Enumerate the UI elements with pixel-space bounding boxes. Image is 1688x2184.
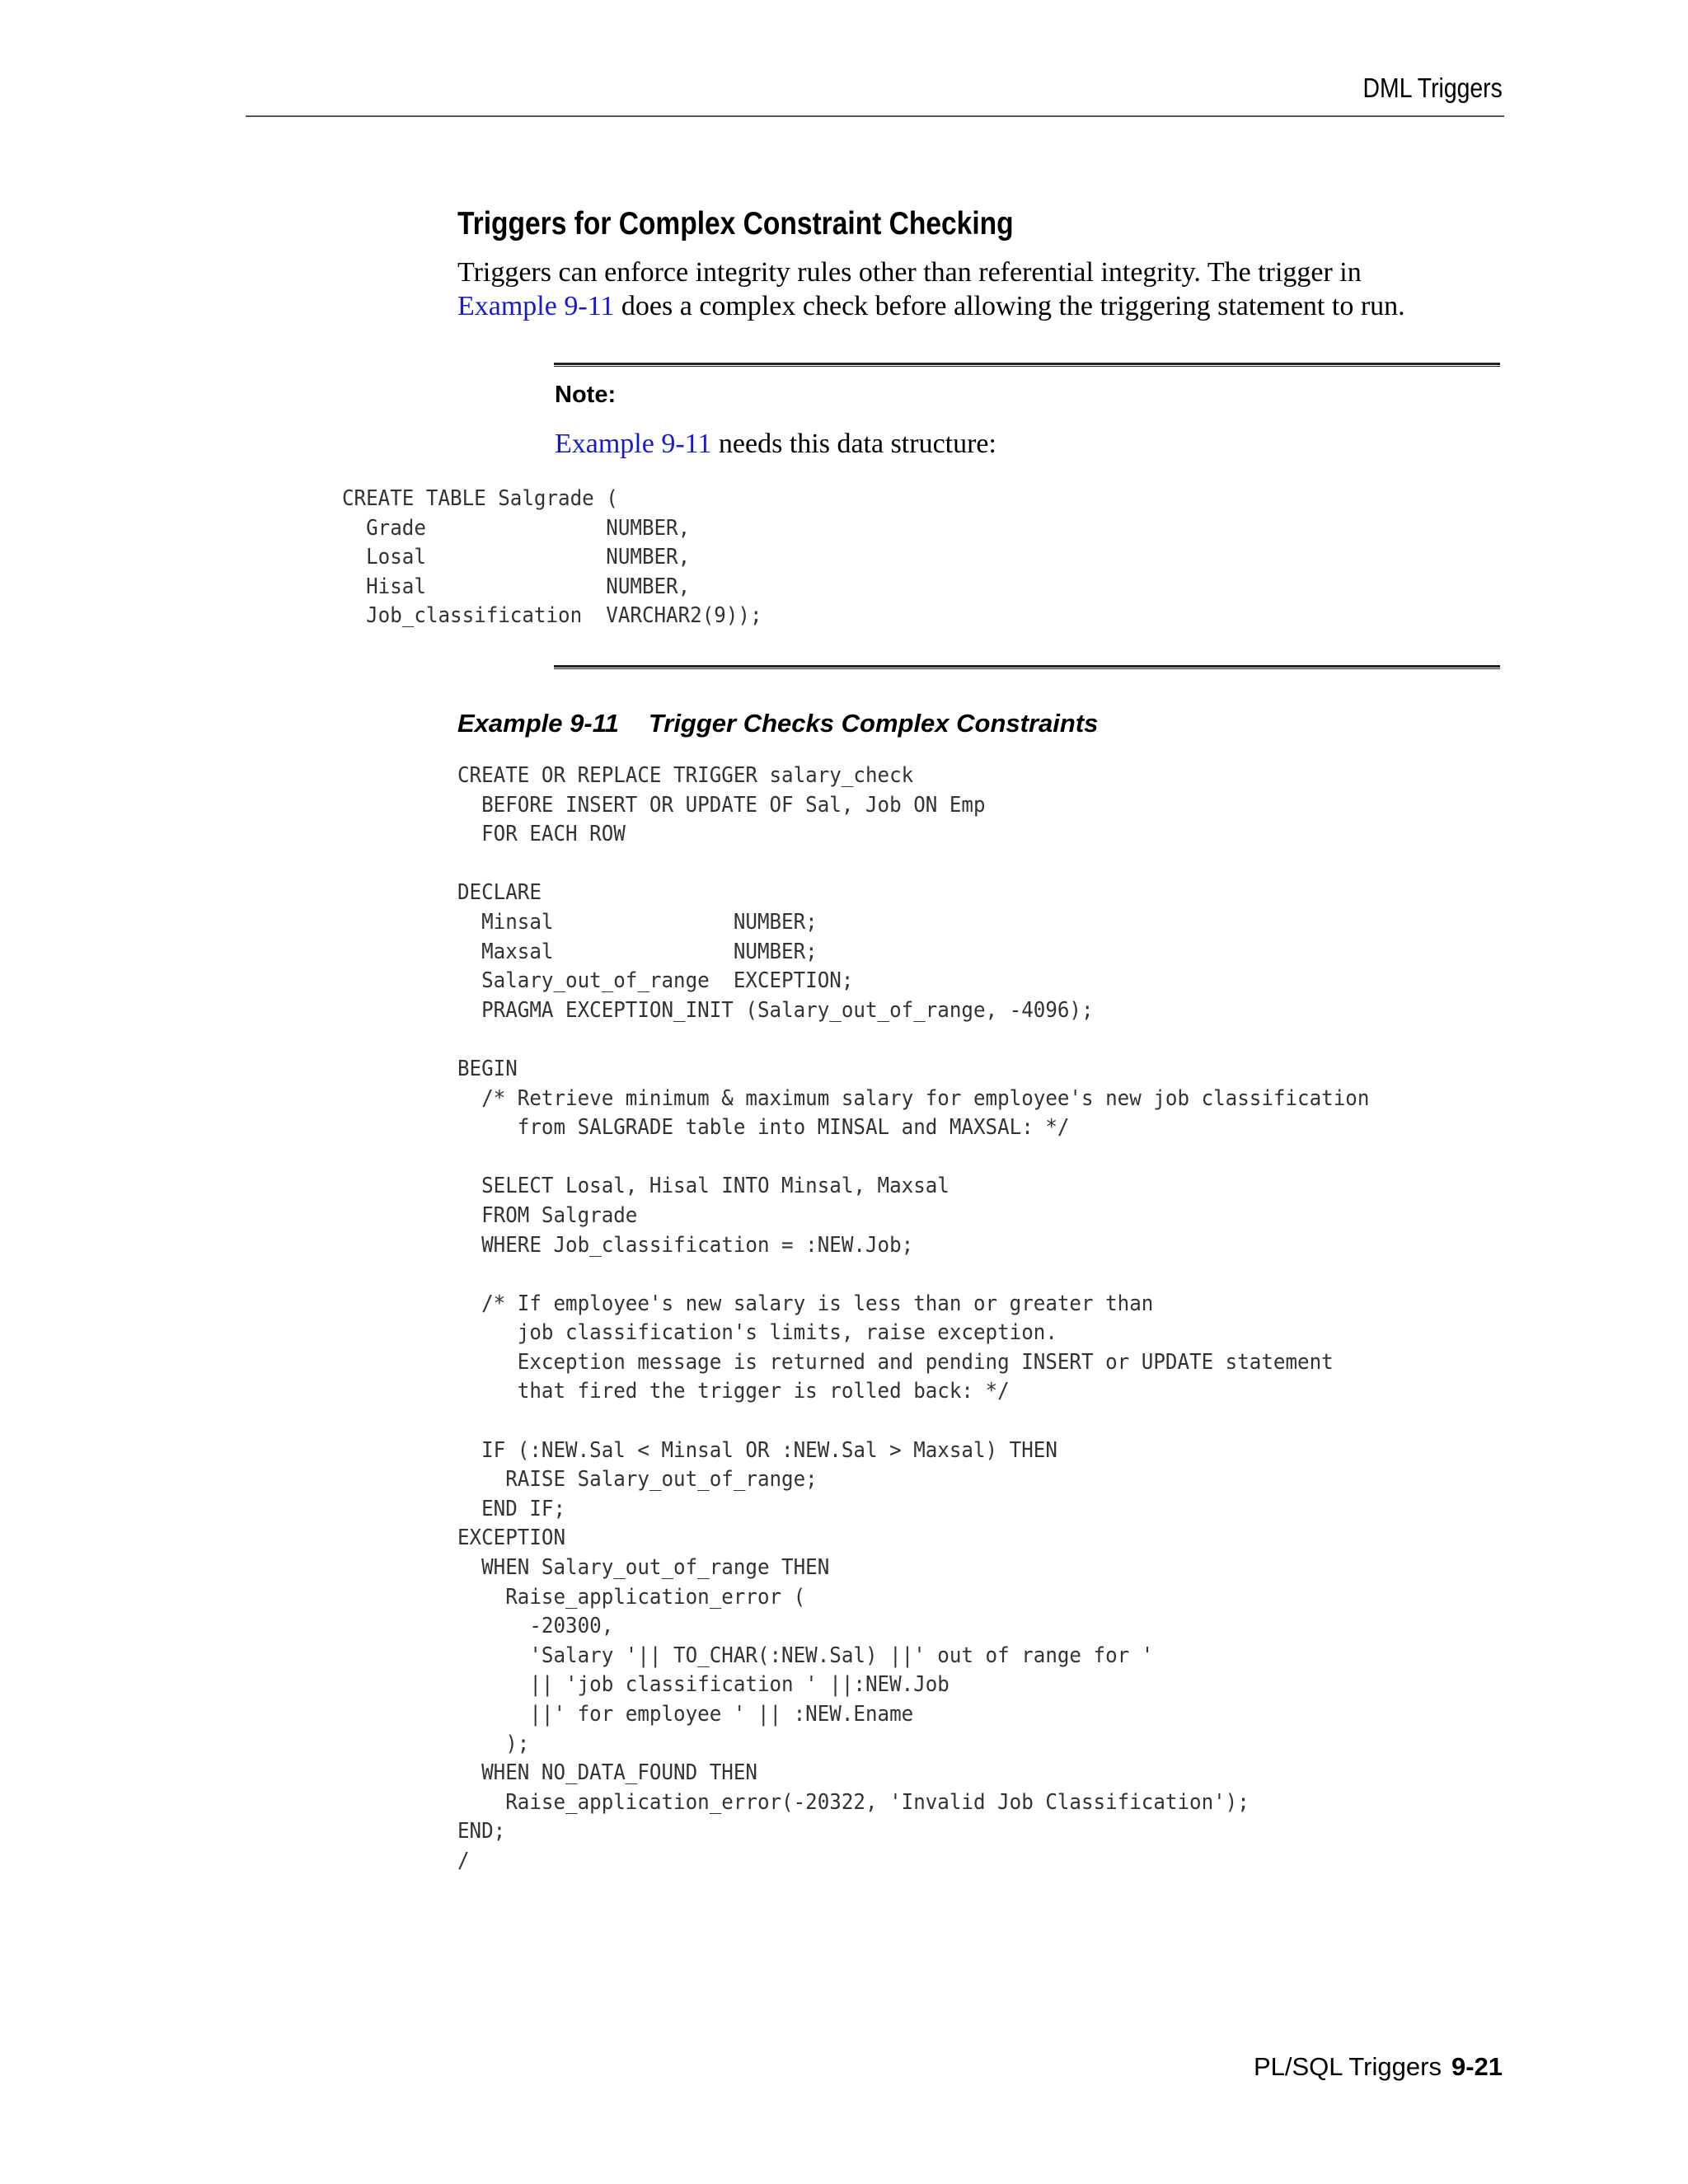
note-example-link[interactable]: Example 9-11 <box>555 429 712 459</box>
note-text <box>555 429 996 460</box>
example-caption <box>457 709 1098 738</box>
example-code-line <box>457 1025 1369 1055</box>
running-footer <box>1254 2052 1503 2082</box>
example-code-line <box>457 1260 1369 1290</box>
example-code-line: from SALGRADE table into MINSAL and MAXSAL: */ <box>457 1115 1070 1141</box>
example-code-block <box>457 762 1369 1877</box>
note-code-line: Losal NUMBER, <box>342 545 691 570</box>
note-label: Note: <box>555 382 617 408</box>
example-code-line: Exception message is returned and pending INSERT or UPDATE statement <box>457 1349 1334 1375</box>
example-code-line: || 'job classification ' ||:NEW.Job <box>457 1672 950 1698</box>
example-code-line: END; <box>457 1819 506 1844</box>
note-code-block <box>342 485 762 631</box>
example-code-line: ); <box>457 1731 530 1756</box>
example-9-11-link[interactable]: Example 9-11 <box>457 291 615 321</box>
example-code-line: PRAGMA EXCEPTION_INIT (Salary_out_of_range, -4096); <box>457 997 1094 1023</box>
example-code-line: BEGIN <box>457 1056 518 1081</box>
example-code-line: Raise_application_error ( <box>457 1584 806 1610</box>
note-bottom-rule <box>554 665 1500 669</box>
note-code-line: CREATE TABLE Salgrade ( <box>342 486 618 511</box>
example-code-line: BEFORE INSERT OR UPDATE OF Sal, Job ON Emp <box>457 792 986 818</box>
example-code-line: /* If employee's new salary is less than or greater than <box>457 1291 1154 1316</box>
example-code-line: CREATE OR REPLACE TRIGGER salary_check <box>457 763 914 788</box>
footer-chapter: PL/SQL Triggers <box>1253 2052 1442 2081</box>
intro-line-2 <box>457 289 1529 323</box>
example-code-line: WHEN NO_DATA_FOUND THEN <box>457 1760 757 1786</box>
example-code-line: RAISE Salary_out_of_range; <box>457 1467 818 1493</box>
example-code-line: Maxsal NUMBER; <box>457 939 818 964</box>
example-code-line <box>457 1143 1369 1173</box>
intro-line-2-text: does a complex check before allowing the triggering statement to run. <box>614 291 1405 321</box>
example-code-line: END IF; <box>457 1496 566 1521</box>
example-code-line: EXCEPTION <box>457 1526 566 1551</box>
example-code-line: Minsal NUMBER; <box>457 909 818 935</box>
example-code-line <box>457 1407 1369 1436</box>
note-top-rule <box>554 363 1500 367</box>
example-code-line: 'Salary '|| TO_CHAR(:NEW.Sal) ||' out of range for ' <box>457 1643 1154 1668</box>
example-code-line: WHEN Salary_out_of_range THEN <box>457 1555 830 1581</box>
example-code-line: FROM Salgrade <box>457 1202 638 1228</box>
example-code-line: /* Retrieve minimum & maximum salary for employee's new job classification <box>457 1085 1370 1111</box>
note-code-line: Job_classification VARCHAR2(9)); <box>342 603 762 629</box>
running-header: DML Triggers <box>1362 73 1503 103</box>
note-code-line: Grade NUMBER, <box>342 515 691 541</box>
example-number: Example 9-11 <box>457 709 619 738</box>
example-code-line: Raise_application_error(-20322, 'Invalid Job Classification'); <box>457 1789 1250 1815</box>
example-code-line: IF (:NEW.Sal < Minsal OR :NEW.Sal > Maxsal) THEN <box>457 1437 1057 1463</box>
example-code-line: / <box>457 1848 470 1873</box>
section-title: Triggers for Complex Constraint Checking <box>457 206 1014 241</box>
example-title: Trigger Checks Complex Constraints <box>648 709 1099 738</box>
intro-line-1: Triggers can enforce integrity rules other than referential integrity. The trigger in <box>457 257 1362 288</box>
example-code-line <box>457 850 1369 879</box>
example-code-line: SELECT Losal, Hisal INTO Minsal, Maxsal <box>457 1174 950 1199</box>
intro-paragraph <box>457 255 1529 323</box>
note-text-rest: needs this data structure: <box>711 429 996 459</box>
example-code-line: that fired the trigger is rolled back: */ <box>457 1379 1010 1404</box>
footer-page-number: 9-21 <box>1451 2052 1503 2081</box>
example-code-line: Salary_out_of_range EXCEPTION; <box>457 968 854 994</box>
example-code-line: ||' for employee ' || :NEW.Ename <box>457 1702 914 1727</box>
header-divider <box>246 115 1504 117</box>
example-code-line: FOR EACH ROW <box>457 822 626 847</box>
example-code-line: DECLARE <box>457 880 542 906</box>
note-code-line: Hisal NUMBER, <box>342 574 691 599</box>
example-code-line: job classification's limits, raise exception. <box>457 1320 1057 1346</box>
example-code-line: WHERE Job_classification = :NEW.Job; <box>457 1232 914 1258</box>
example-code-line: -20300, <box>457 1614 614 1639</box>
